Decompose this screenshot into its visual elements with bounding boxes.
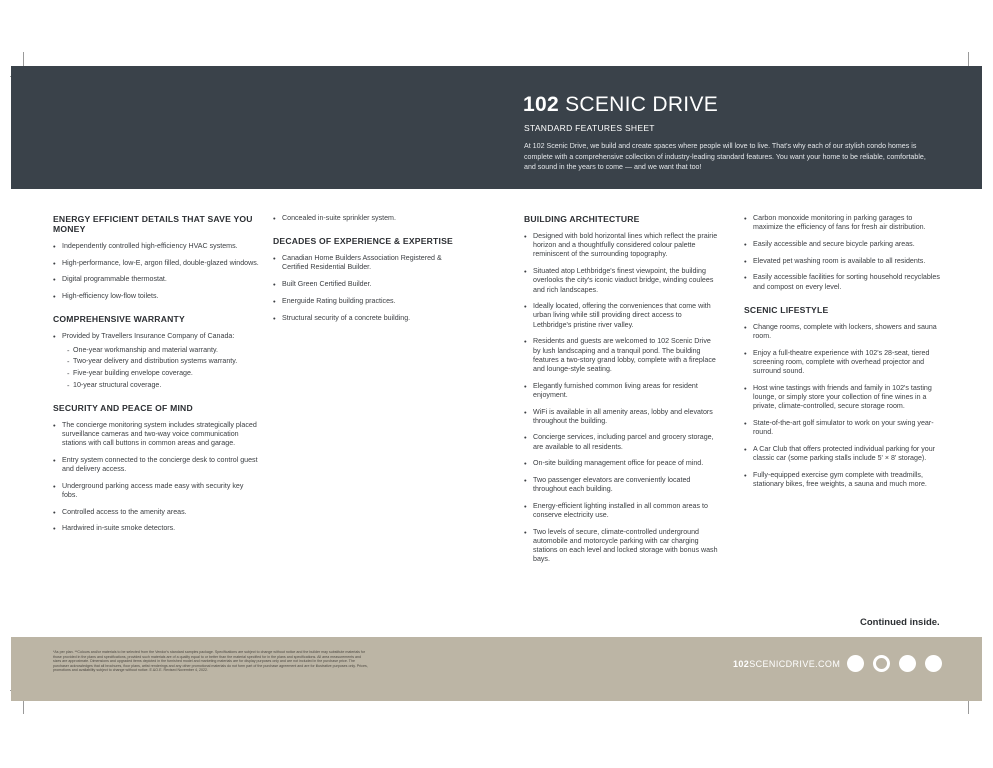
page-subtitle: STANDARD FEATURES SHEET	[524, 123, 655, 133]
feature-text: Entry system connected to the concierge desk to control guest and delivery access.	[62, 455, 258, 474]
feature-text: Canadian Home Builders Association Registered & Certified Residential Builder.	[282, 254, 442, 272]
feature-text: High-efficiency low-flow toilets.	[62, 292, 159, 301]
feature-item	[53, 524, 259, 533]
feature-text: Concealed in-suite sprinkler system.	[282, 214, 396, 222]
section-heading: DECADES OF EXPERIENCE & EXPERTISE	[273, 236, 453, 247]
feature-item	[524, 232, 720, 260]
feature-text: On-site building management office for peace of mind.	[533, 459, 704, 468]
feature-text: Elegantly furnished common living areas for resident enjoyment.	[533, 381, 698, 399]
feature-item	[273, 280, 469, 289]
feature-item	[524, 382, 720, 400]
feature-item	[524, 267, 720, 295]
feature-item	[524, 459, 720, 468]
feature-text: Easily accessible and secure bicycle parking areas.	[753, 239, 915, 248]
feature-text: Provided by Travellers Insurance Company of Canada:	[62, 332, 235, 341]
feature-text: Energy-efficient lighting installed in all common areas to conserve electricity use.	[533, 501, 708, 520]
feature-item	[744, 384, 942, 412]
feature-list	[273, 214, 469, 223]
feature-item	[524, 433, 720, 451]
feature-list	[53, 242, 259, 301]
feature-item	[744, 273, 942, 291]
ring-circle-icon	[873, 655, 890, 672]
feature-item	[53, 332, 259, 390]
feature-item	[53, 259, 259, 268]
url-bold: 102	[733, 659, 750, 669]
feature-text: A Car Club that offers protected individual parking for your classic car (some parking stalls include 5' × 8' storage).	[753, 444, 936, 462]
feature-item	[273, 214, 469, 223]
feature-item	[524, 502, 720, 520]
feature-item	[524, 302, 720, 330]
feature-text: Controlled access to the amenity areas.	[62, 507, 187, 516]
feature-list	[744, 323, 942, 489]
feature-item	[744, 349, 942, 377]
intro-paragraph: At 102 Scenic Drive, we build and create spaces where people will love to live. That's why each of our stylish condo homes is complete with a comprehensive collection of industry-leading standard features. You want your home to be reliable, comfortable, and sound in the years to come — and we want that too!	[524, 142, 926, 171]
feature-item	[524, 528, 720, 565]
feature-text: Designed with bold horizontal lines which reflect the prairie horizon and a thoughtfully considered colour palette reminiscent of the surrounding topography.	[533, 232, 718, 259]
feature-text: Host wine tastings with friends and family in 102's tasting lounge, or simply store your collection of fine wines in a private, climate-controlled, secure storage room.	[753, 383, 932, 411]
feature-item	[744, 471, 942, 489]
feature-text: Hardwired in-suite smoke detectors.	[62, 524, 176, 533]
feature-text: The concierge monitoring system includes strategically placed surveillance cameras and two-way voice communication stations with call buttons in common areas and garage.	[62, 420, 257, 448]
feature-text: Easily accessible facilities for sorting household recyclables and compost on every level.	[753, 273, 940, 291]
feature-column-3	[524, 214, 720, 578]
warranty-item: - Five-year building envelope coverage.	[62, 369, 259, 378]
feature-item	[524, 408, 720, 426]
page-title	[523, 93, 718, 117]
website-link[interactable]	[733, 659, 840, 669]
feature-item	[744, 257, 942, 266]
feature-text: Underground parking access made easy with security key fobs.	[62, 481, 244, 500]
feature-item	[53, 482, 259, 500]
feature-text: Residents and guests are welcomed to 102 Scenic Drive by lush landscaping and a tranquil pond. The building features a two-story grand lobby, complete with a fireplace and lounge-style seating.	[533, 337, 716, 373]
feature-list	[273, 254, 469, 323]
feature-column-2	[273, 214, 469, 336]
feature-text: Digital programmable thermostat.	[62, 275, 167, 284]
feature-list	[524, 232, 720, 565]
feature-text: Concierge services, including parcel and grocery storage, are available to all residents.	[533, 433, 714, 451]
feature-text: Fully-equipped exercise gym complete with treadmills, stationary bikes, free weights, a sauna and much more.	[753, 470, 927, 488]
warranty-sublist	[62, 346, 259, 390]
feature-text: High-performance, low-E, argon filled, double-glazed windows.	[62, 258, 259, 267]
feature-text: State-of-the-art golf simulator to work on your swing year-round.	[753, 418, 934, 437]
feature-list	[53, 332, 259, 390]
feature-text: Independently controlled high-efficiency HVAC systems.	[62, 242, 238, 250]
filled-circle-icon	[847, 655, 864, 672]
brand-dots	[847, 655, 942, 672]
feature-item	[273, 314, 469, 323]
feature-item	[53, 242, 259, 251]
continued-note: Continued inside.	[860, 617, 940, 628]
feature-text: Ideally located, offering the conveniences that come with urban living while still providing direct access to Lethbridge's pristine river valley.	[533, 302, 711, 329]
feature-text: Built Green Certified Builder.	[282, 280, 372, 289]
feature-text: Enjoy a full-theatre experience with 102's 28-seat, tiered screening room, complete with overhead projector and surround sound.	[753, 348, 930, 376]
feature-text: Two passenger elevators are conveniently located throughout each building.	[533, 476, 691, 494]
feature-text: WiFi is available in all amenity areas, lobby and elevators throughout the building.	[533, 407, 713, 425]
section-heading: SCENIC LIFESTYLE	[744, 304, 829, 315]
feature-list	[744, 214, 942, 292]
feature-column-1	[53, 214, 259, 547]
feature-item	[53, 421, 259, 449]
feature-text: Change rooms, complete with lockers, showers and sauna room.	[753, 322, 937, 340]
feature-item	[53, 292, 259, 301]
filled-circle-icon	[899, 655, 916, 672]
legal-disclaimer: *As per plan. **Colours and/or materials to be selected from the Vendor's standard samples package. Specifications are subject to change without notice and the builder may substitute materials for those provided in the plans and specifications, provided such materials are of a quality equal to or better than the material specified for in the plans and specifications. All area measurements and sizes are approximate. Dimensions and upgraded items depicted in the furnished model and marketing materials are for display purposes only and are not included in the purchase price. The purchaser acknowledges that all brochures, floor plans, artist renderings and any other promotional materials do not form part of the purchase agreement and are for illustrative purposes only. Prices, promotions and availability subject to change without notice. E.&O.E. Revised November 4, 2022.	[53, 650, 368, 673]
feature-text: Structural security of a concrete building.	[282, 313, 411, 322]
section-heading: ENERGY EFFICIENT DETAILS THAT SAVE YOU MONEY	[53, 214, 253, 234]
feature-item	[53, 508, 259, 517]
title-number: 102	[523, 93, 559, 116]
section-heading: COMPREHENSIVE WARRANTY	[53, 314, 185, 325]
feature-item	[744, 323, 942, 341]
warranty-item: - Two-year delivery and distribution systems warranty.	[62, 357, 259, 366]
feature-item	[53, 456, 259, 474]
section-heading: SECURITY AND PEACE OF MIND	[53, 402, 193, 413]
feature-text: Two levels of secure, climate-controlled underground automobile and motorcycle parking with car charging stations on each level and locked storage with bonus wash bays.	[533, 527, 718, 564]
section-heading: BUILDING ARCHITECTURE	[524, 214, 640, 224]
feature-item	[524, 476, 720, 494]
feature-item	[273, 254, 469, 272]
feature-text: Situated atop Lethbridge's finest viewpoint, the building overlooks the city's iconic viaduct bridge, winding coulees and rich landscapes.	[533, 267, 714, 294]
filled-circle-icon	[925, 655, 942, 672]
feature-item	[524, 337, 720, 374]
url-rest: SCENICDRIVE.COM	[749, 659, 841, 669]
feature-text: Elevated pet washing room is available to all residents.	[753, 256, 926, 265]
title-name: SCENIC DRIVE	[565, 93, 719, 116]
feature-item	[744, 214, 942, 232]
feature-item	[53, 275, 259, 284]
feature-text: Energuide Rating building practices.	[282, 296, 396, 305]
feature-item	[273, 297, 469, 306]
warranty-item: - One-year workmanship and material warranty.	[62, 346, 259, 355]
feature-list	[53, 421, 259, 534]
feature-item	[744, 445, 942, 463]
header-banner	[11, 66, 982, 189]
feature-item	[744, 419, 942, 437]
feature-text: Carbon monoxide monitoring in parking garages to maximize the efficiency of fans for fresh air distribution.	[753, 214, 926, 232]
feature-column-4	[744, 214, 942, 502]
footer-band	[11, 637, 982, 701]
feature-item	[744, 240, 942, 249]
warranty-item: - 10-year structural coverage.	[62, 381, 259, 390]
